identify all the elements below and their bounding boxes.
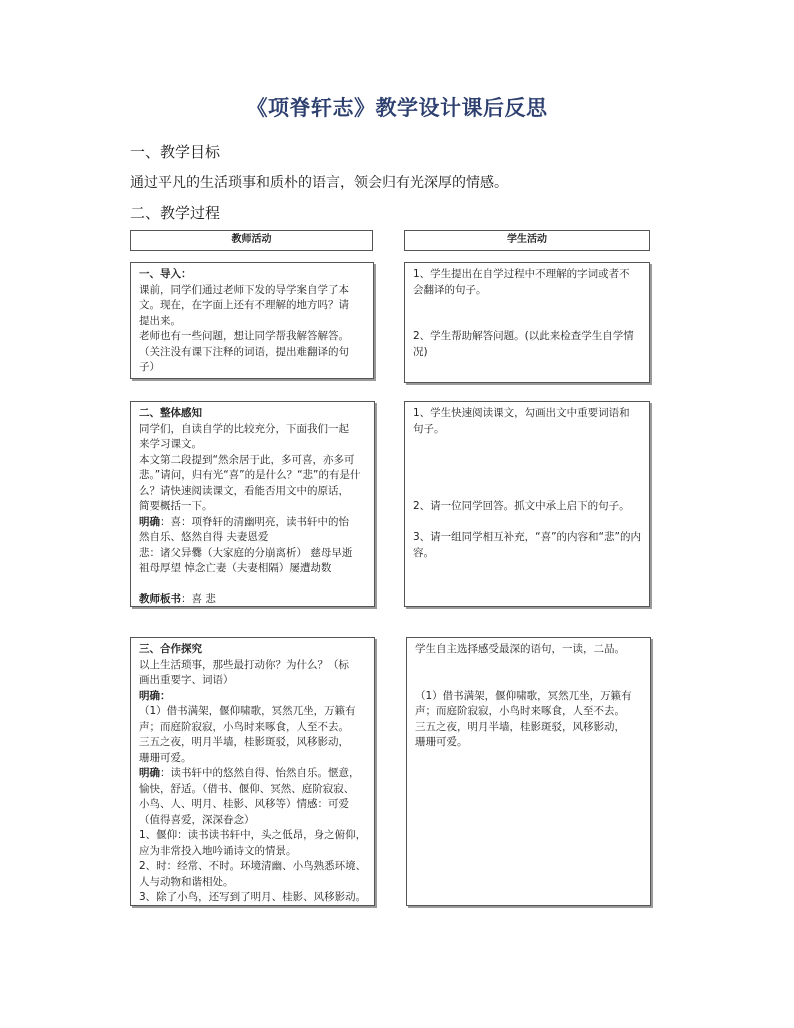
cell-line: 课前，同学们通过老师下发的导学案自学了本 xyxy=(139,283,349,296)
board-text: ：喜 悲 xyxy=(181,593,216,605)
document-title: 《项脊轩志》教学设计课后反思 xyxy=(246,95,548,120)
cell-line: 珊珊可爱。 xyxy=(415,736,468,748)
cell-line: 3、请一组同学相互补充，“喜”的内容和“悲”的内 xyxy=(413,531,641,543)
cell-line: （1）借书满架，偃仰啸歌，冥然兀坐，万籁有 xyxy=(139,705,356,717)
cell-line xyxy=(139,592,368,608)
cell-line: 画出重要字、词语） xyxy=(139,674,234,686)
cell-line xyxy=(139,766,368,782)
cell-line: 3、除了小鸟，还写到了明月、桂影、风移影动。 xyxy=(139,891,367,903)
cell-line: 小鸟、人、明月、桂影、风移等）情感：可爱 xyxy=(139,798,349,810)
cell-line: 愉快，舒适。（借书、偃仰、冥然、庭阶寂寂、 xyxy=(139,782,355,795)
cell-line: 1、偃仰：读书读书轩中，头之低昂，身之俯仰， xyxy=(139,829,367,841)
cell-line: （1）借书满架，偃仰啸歌，冥然兀坐，万籁有 xyxy=(415,689,632,702)
cell-line: 简要概括一下。 xyxy=(139,500,213,512)
cell-line: 子） xyxy=(139,361,160,373)
teacher-cell-explore xyxy=(130,637,375,906)
cell-line: 来学习课文。 xyxy=(139,438,202,450)
goal-text: 通过平凡的生活琐事和质朴的语言，领会归有光深厚的情感。 xyxy=(130,175,508,191)
student-cell-overview xyxy=(404,401,650,607)
cell-line: 2、时：经常、不时。环境清幽、小鸟熟悉环境、 xyxy=(139,860,367,872)
cell-line: 声；而庭阶寂寂，小鸟时来啄食，人至不去。 xyxy=(415,705,625,717)
teacher-cell-overview xyxy=(130,401,375,607)
cell-line: 应为非常投入地吟诵诗文的情景。 xyxy=(139,844,297,857)
cell-line: 悲：诸父异爨（大家庭的分崩离析） 慈母早逝 xyxy=(139,546,353,559)
cell-line: 老师也有一些问题，想让同学帮我解答解答。 xyxy=(139,330,349,342)
process-heading: 二、教学过程 xyxy=(130,204,221,222)
cell-heading: 三、合作探究 xyxy=(139,643,202,655)
cell-line: 学生自主选择感受最深的语句，一读，二品。 xyxy=(415,643,625,655)
cell-line xyxy=(139,515,368,531)
cell-line: （关注没有课下注释的词语，提出难翻译的句 xyxy=(139,345,349,358)
cell-line: 珊珊可爱。 xyxy=(139,751,192,764)
cell-line: 么？请快速阅读课文，看能否用文中的原话， xyxy=(139,484,349,497)
student-cell-explore xyxy=(406,637,651,906)
teacher-activity-header: 教师活动 xyxy=(130,230,373,251)
cell-line: 同学们，自读自学的比较充分，下面我们一起 xyxy=(139,422,349,435)
clarify-label: 明确 xyxy=(139,767,160,779)
cell-line: 容。 xyxy=(413,546,434,559)
cell-line: 三五之夜，明月半墙，桂影斑驳，风移影动， xyxy=(139,736,349,748)
cell-line: 祖母厚望 悼念亡妻（夫妻相隔）屡遭劫数 xyxy=(139,562,332,574)
cell-line: 人与动物和谐相处。 xyxy=(139,875,234,888)
clarify-text: ：读书轩中的悠然自得、怡然自乐。惬意， xyxy=(160,767,360,779)
cell-line: 以上生活琐事，那些最打动你？为什么？（标 xyxy=(139,658,349,671)
clarify-heading: 明确： xyxy=(139,689,171,702)
student-cell-intro xyxy=(404,262,650,383)
cell-line: 声；而庭阶寂寂，小鸟时来啄食，人至不去。 xyxy=(139,720,349,733)
cell-line: 三五之夜，明月半墙，桂影斑驳，风移影动， xyxy=(415,720,625,733)
cell-line: 1、学生快速阅读课文，勾画出文中重要词语和 xyxy=(413,407,630,419)
cell-line: 句子。 xyxy=(413,422,445,435)
cell-line: 1、学生提出在自学过程中不理解的字词或者不 xyxy=(413,268,630,280)
cell-line: 况) xyxy=(413,345,428,358)
clarify-label: 明确 xyxy=(139,515,160,528)
cell-heading: 二、整体感知 xyxy=(139,407,202,419)
cell-line: （值得喜爱，深深眷念） xyxy=(139,813,255,826)
student-activity-header: 学生活动 xyxy=(404,230,650,251)
cell-line: 2、学生帮助解答问题。(以此来检查学生自学情 xyxy=(413,330,634,342)
cell-line: 会翻译的句子。 xyxy=(413,283,487,296)
board-label: 教师板书 xyxy=(139,593,181,605)
cell-line: 本文第二段提到“然余居于此，多可喜，亦多可 xyxy=(139,453,355,466)
cell-line: 2、请一位同学回答。抓文中承上启下的句子。 xyxy=(413,500,630,512)
goal-heading: 一、教学目标 xyxy=(130,143,221,161)
cell-heading: 一、导入： xyxy=(139,268,192,280)
cell-line: 然自乐、悠然自得 夫妻恩爱 xyxy=(139,531,269,543)
teacher-cell-intro xyxy=(130,262,374,379)
cell-line: 文。现在，在字面上还有不理解的地方吗？请 xyxy=(139,299,349,311)
cell-line: 提出来。 xyxy=(139,314,181,327)
clarify-text: ：喜：项脊轩的清幽明亮，读书轩中的怡 xyxy=(160,515,349,528)
cell-line: 悲。”请问，归有光“喜”的是什么？“悲”的有是什 xyxy=(139,469,361,481)
